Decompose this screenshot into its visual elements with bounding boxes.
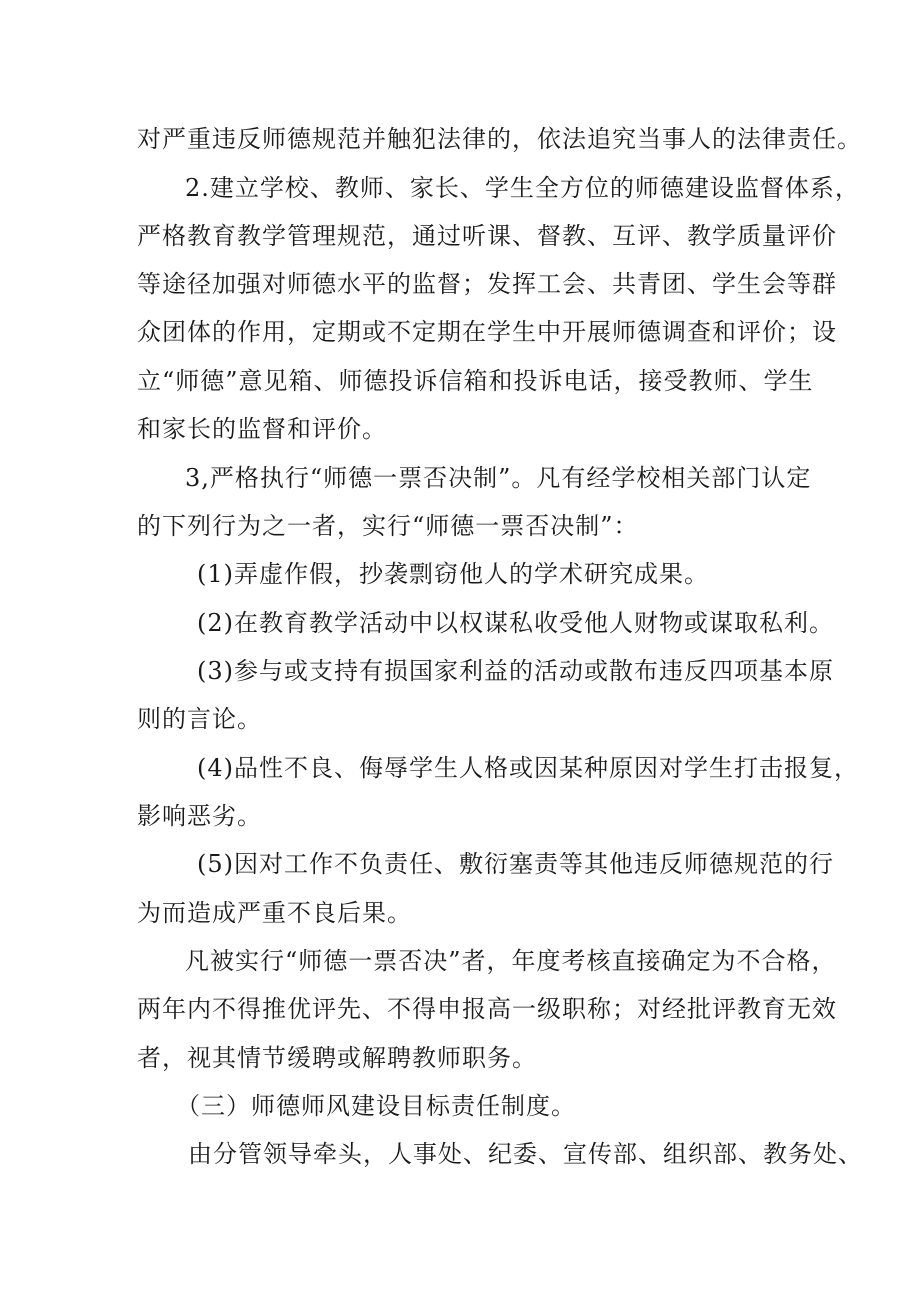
text-line: 3,严格执行“师德一票否决制”。凡有经学校相关部门认定 [185, 464, 812, 492]
text-line: 凡被实行“师德一票否决”者，年度考核直接确定为不合格， [185, 947, 837, 975]
text-line: 和家长的监督和评价。 [137, 415, 387, 443]
text-line: (3)参与或支持有损国家利益的活动或散布违反四项基本原 [197, 657, 834, 685]
text-line: (4)品性不良、侮辱学生人格或因某种原因对学生打击报复， [197, 754, 859, 782]
text-line: (5)因对工作不负责任、敷衍塞责等其他违反师德规范的行 [197, 850, 834, 878]
text-line: 两年内不得推优评先、不得申报高一级职称；对经批评教育无效 [137, 995, 837, 1023]
text-line: 严格教育教学管理规范，通过听课、督教、互评、教学质量评价 [137, 222, 837, 250]
text-line: 为而造成严重不良后果。 [137, 899, 412, 927]
text-line: 由分管领导牵头，人事处、纪委、宣传部、组织部、教务处、 [188, 1140, 863, 1168]
text-line: 则的言论。 [137, 705, 262, 733]
text-line: (1)弄虚作假，抄袭剽窃他人的学术研究成果。 [197, 560, 709, 588]
text-line: 者，视其情节缓聘或解聘教师职务。 [137, 1044, 537, 1072]
section-heading: （三）师德师风建设目标责任制度。 [176, 1092, 576, 1120]
text-line: 对严重违反师德规范并触犯法律的，依法追究当事人的法律责任。 [137, 125, 862, 153]
text-line: 的下列行为之一者，实行“师德一票否决制”： [137, 512, 639, 540]
text-line: 等途径加强对师德水平的监督；发挥工会、共青团、学生会等群 [137, 270, 837, 298]
text-line: 影响恶劣。 [137, 802, 262, 830]
text-line: 众团体的作用，定期或不定期在学生中开展师德调查和评价；设 [137, 318, 837, 346]
text-line: (2)在教育教学活动中以权谋私收受他人财物或谋取私利。 [197, 609, 834, 637]
text-line: 2.建立学校、教师、家长、学生全方位的师德建设监督体系， [185, 174, 860, 202]
text-line: 立“师德”意见箱、师德投诉信箱和投诉电话，接受教师、学生 [137, 367, 814, 395]
